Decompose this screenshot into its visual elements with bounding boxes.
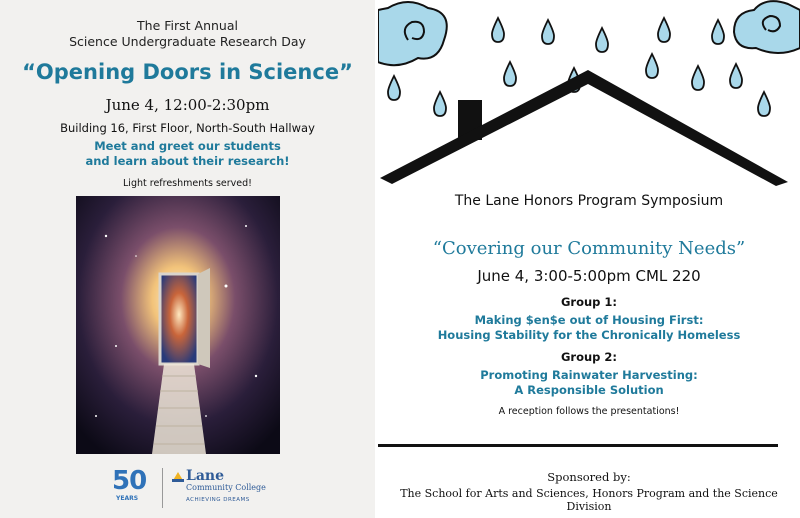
science-title: “Opening Doors in Science” (22, 60, 353, 84)
college-tagline: ACHIEVING DREAMS (186, 497, 250, 503)
refreshments-note: Light refreshments served! (123, 178, 252, 189)
fifty-years-logo (110, 466, 154, 508)
group-2-line-2: A Responsible Solution (514, 383, 664, 397)
sponsored-label: Sponsored by: (547, 470, 631, 484)
divider-rule (378, 444, 778, 447)
group-1-label: Group 1: (560, 295, 618, 309)
group-2-line-1: Promoting Rainwater Harvesting: (480, 368, 698, 382)
logo-strip (110, 464, 290, 512)
invite-line-2: and learn about their research! (85, 154, 290, 168)
group-1-topic (378, 313, 800, 343)
science-day-panel (0, 0, 375, 518)
symposium-title: “Covering our Community Needs” (432, 238, 746, 259)
event-name: Science Undergraduate Research Day (69, 34, 306, 49)
logo-divider (162, 468, 163, 508)
science-date: June 4, 12:00-2:30pm (105, 96, 270, 114)
anniversary-text: YEARS (116, 495, 139, 502)
college-name: Lane (186, 468, 225, 484)
lane-college-logo (172, 468, 282, 508)
group-1-line-2: Housing Stability for the Chronically Homeless (437, 328, 741, 342)
invite-text (0, 139, 375, 169)
group-2-label: Group 2: (560, 350, 618, 364)
cloud-left (378, 2, 447, 65)
symposium-panel (378, 0, 800, 518)
group-2-topic (378, 368, 800, 398)
college-subtitle: Community College (186, 483, 266, 492)
science-location: Building 16, First Floor, North-South Hallway (60, 121, 315, 135)
symposium-date-location: June 4, 3:00-5:00pm CML 220 (477, 267, 701, 285)
invite-line-1: Meet and greet our students (94, 139, 281, 153)
sponsors-list: The School for Arts and Sciences, Honors Program and the Science Division (400, 487, 778, 513)
lane-mark-icon (172, 470, 184, 482)
intro-line: The First Annual (137, 18, 238, 33)
reception-note: A reception follows the presentations! (498, 406, 680, 417)
anniversary-number: 50 (112, 466, 147, 496)
program-name: The Lane Honors Program Symposium (454, 193, 724, 209)
group-1-line-1: Making $en$e out of Housing First: (474, 313, 704, 327)
house-rain-illustration (378, 0, 800, 190)
cosmic-door-image (76, 196, 280, 454)
